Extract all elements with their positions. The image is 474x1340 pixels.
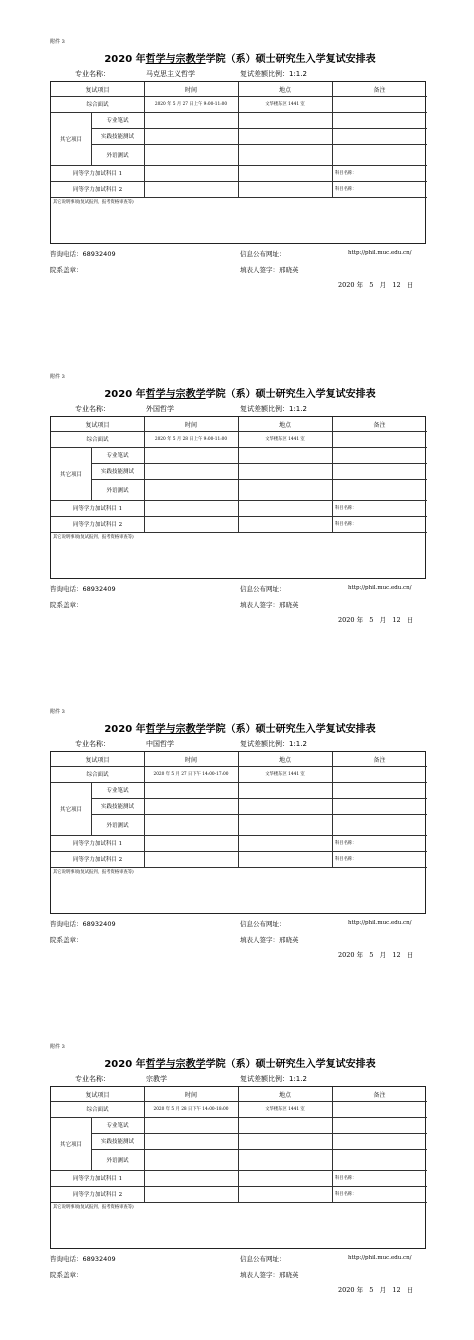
interview-time: 2020 年 5 月 28 日上午 9:00-11:00 (154, 437, 228, 442)
extra2-subject-name: 科目名称： (335, 187, 357, 192)
header-time: 时间 (184, 756, 197, 764)
title-school: 哲学与宗教学 (145, 1059, 206, 1070)
ratio-label: 复试差额比例：1:1.2 (240, 405, 307, 413)
schedule-table (50, 1086, 426, 1249)
title-year: 2020 年 (104, 1059, 146, 1070)
title-rest: 学院（系）硕士研究生入学复试安排表 (205, 1059, 376, 1070)
header-item: 复试项目 (85, 86, 110, 94)
interview-time: 2020 年 5 月 27 日下午 14:00-17:00 (153, 772, 229, 777)
row-language-label: 外语测试 (106, 822, 129, 829)
attachment-label: 附件 3 (50, 709, 65, 715)
title-school: 哲学与宗教学 (145, 389, 206, 400)
extra2-subject-name: 科目名称： (335, 522, 357, 527)
title-rest: 学院（系）硕士研究生入学复试安排表 (205, 724, 376, 735)
row-extra1-label: 同等学力加试科目 1 (72, 841, 123, 847)
row-interview-label: 综合面试 (86, 772, 109, 778)
title-year: 2020 年 (104, 724, 146, 735)
filler-signature: 填表人签字：邢晓英 (240, 266, 299, 274)
fill-date: 2020 年 5 月 12 日 (338, 1286, 414, 1294)
row-written-label: 专业笔试 (106, 788, 129, 794)
attachment-label: 附件 3 (50, 374, 65, 380)
header-item: 复试项目 (85, 756, 110, 764)
sheet-title (50, 385, 430, 400)
header-place: 地点 (278, 1091, 291, 1099)
major-label: 专业名称： (75, 70, 110, 78)
header-place: 地点 (278, 756, 291, 764)
row-interview-label: 综合面试 (86, 1107, 109, 1113)
extra1-subject-name: 科目名称： (335, 841, 357, 846)
phone-label: 咨询电话：68932409 (50, 585, 116, 593)
extra1-subject-name: 科目名称： (335, 1176, 357, 1181)
extra1-subject-name: 科目名称： (335, 506, 357, 511)
row-interview-label: 综合面试 (86, 437, 109, 443)
sheet-title (50, 720, 430, 735)
header-note: 备注 (373, 756, 386, 764)
title-year: 2020 年 (104, 54, 146, 65)
remark-label: 其它说明事项(复试报到、报考资格审查等) (53, 535, 134, 540)
row-practical-label: 实践技能测试 (100, 134, 134, 140)
info-url-label: 信息公布网址： (240, 585, 286, 593)
row-written-label: 专业笔试 (106, 118, 129, 124)
seal-label: 院系盖章： (50, 266, 83, 274)
phone-label: 咨询电话：68932409 (50, 920, 116, 928)
row-extra1-label: 同等学力加试科目 1 (72, 171, 123, 177)
remark-label: 其它说明事项(复试报到、报考资格审查等) (53, 200, 134, 205)
row-language-label: 外语测试 (106, 152, 129, 159)
interview-place: 文华楼东区 1441 室 (265, 772, 305, 777)
header-note: 备注 (373, 421, 386, 429)
info-url: http://phil.muc.edu.cn/ (348, 250, 412, 256)
seal-label: 院系盖章： (50, 601, 83, 609)
info-url: http://phil.muc.edu.cn/ (348, 585, 412, 591)
row-other-label: 其它项目 (59, 806, 82, 813)
phone-label: 咨询电话：68932409 (50, 250, 116, 258)
row-other-label: 其它项目 (59, 1141, 82, 1148)
info-url: http://phil.muc.edu.cn/ (348, 920, 412, 926)
header-item: 复试项目 (85, 421, 110, 429)
phone-label: 咨询电话：68932409 (50, 1255, 116, 1263)
major-label: 专业名称： (75, 1075, 110, 1083)
schedule-table (50, 81, 426, 244)
arrangement-sheet (0, 335, 474, 670)
interview-place: 文华楼东区 1441 室 (265, 437, 305, 442)
header-place: 地点 (278, 421, 291, 429)
header-time: 时间 (184, 86, 197, 94)
fill-date: 2020 年 5 月 12 日 (338, 281, 414, 289)
row-practical-label: 实践技能测试 (100, 469, 134, 475)
sheet-title (50, 1055, 430, 1070)
row-interview-label: 综合面试 (86, 102, 109, 108)
arrangement-sheet (0, 0, 474, 335)
major-name: 中国哲学 (146, 740, 174, 748)
remark-label: 其它说明事项(复试报到、报考资格审查等) (53, 870, 134, 875)
row-practical-label: 实践技能测试 (100, 804, 134, 810)
info-url: http://phil.muc.edu.cn/ (348, 1255, 412, 1261)
info-url-label: 信息公布网址： (240, 1255, 286, 1263)
filler-signature: 填表人签字：邢晓英 (240, 1271, 299, 1279)
extra1-subject-name: 科目名称： (335, 171, 357, 176)
filler-signature: 填表人签字：邢晓英 (240, 601, 299, 609)
schedule-table (50, 751, 426, 914)
row-extra2-label: 同等学力加试科目 2 (72, 1192, 123, 1198)
extra2-subject-name: 科目名称： (335, 857, 357, 862)
header-note: 备注 (373, 1091, 386, 1099)
title-school: 哲学与宗教学 (145, 724, 206, 735)
header-place: 地点 (278, 86, 291, 94)
row-other-label: 其它项目 (59, 136, 82, 143)
major-name: 外国哲学 (146, 405, 174, 413)
title-year: 2020 年 (104, 389, 146, 400)
major-name: 马克思主义哲学 (146, 70, 195, 78)
header-note: 备注 (373, 86, 386, 94)
title-rest: 学院（系）硕士研究生入学复试安排表 (205, 54, 376, 65)
fill-date: 2020 年 5 月 12 日 (338, 616, 414, 624)
sheet-title (50, 50, 430, 65)
arrangement-sheet (0, 1005, 474, 1340)
extra2-subject-name: 科目名称： (335, 1192, 357, 1197)
schedule-table (50, 416, 426, 579)
seal-label: 院系盖章： (50, 936, 83, 944)
row-extra2-label: 同等学力加试科目 2 (72, 857, 123, 863)
interview-time: 2020 年 5 月 27 日上午 9:00-11:00 (154, 102, 228, 107)
ratio-label: 复试差额比例：1:1.2 (240, 1075, 307, 1083)
seal-label: 院系盖章： (50, 1271, 83, 1279)
remark-label: 其它说明事项(复试报到、报考资格审查等) (53, 1205, 134, 1210)
header-item: 复试项目 (85, 1091, 110, 1099)
row-written-label: 专业笔试 (106, 453, 129, 459)
major-label: 专业名称： (75, 405, 110, 413)
filler-signature: 填表人签字：邢晓英 (240, 936, 299, 944)
row-extra1-label: 同等学力加试科目 1 (72, 506, 123, 512)
arrangement-sheet (0, 670, 474, 1005)
attachment-label: 附件 3 (50, 1044, 65, 1050)
info-url-label: 信息公布网址： (240, 250, 286, 258)
row-practical-label: 实践技能测试 (100, 1139, 134, 1145)
row-written-label: 专业笔试 (106, 1123, 129, 1129)
interview-place: 文华楼东区 1441 室 (265, 102, 305, 107)
major-name: 宗教学 (146, 1075, 167, 1083)
row-other-label: 其它项目 (59, 471, 82, 478)
row-extra1-label: 同等学力加试科目 1 (72, 1176, 123, 1182)
row-language-label: 外语测试 (106, 487, 129, 494)
ratio-label: 复试差额比例：1:1.2 (240, 70, 307, 78)
header-time: 时间 (184, 421, 197, 429)
interview-place: 文华楼东区 1441 室 (265, 1107, 305, 1112)
major-label: 专业名称： (75, 740, 110, 748)
ratio-label: 复试差额比例：1:1.2 (240, 740, 307, 748)
header-time: 时间 (184, 1091, 197, 1099)
row-extra2-label: 同等学力加试科目 2 (72, 522, 123, 528)
info-url-label: 信息公布网址： (240, 920, 286, 928)
title-rest: 学院（系）硕士研究生入学复试安排表 (205, 389, 376, 400)
title-school: 哲学与宗教学 (145, 54, 206, 65)
row-language-label: 外语测试 (106, 1157, 129, 1164)
attachment-label: 附件 3 (50, 39, 65, 45)
row-extra2-label: 同等学力加试科目 2 (72, 187, 123, 193)
fill-date: 2020 年 5 月 12 日 (338, 951, 414, 959)
interview-time: 2020 年 5 月 28 日下午 14:00-18:00 (153, 1107, 229, 1112)
